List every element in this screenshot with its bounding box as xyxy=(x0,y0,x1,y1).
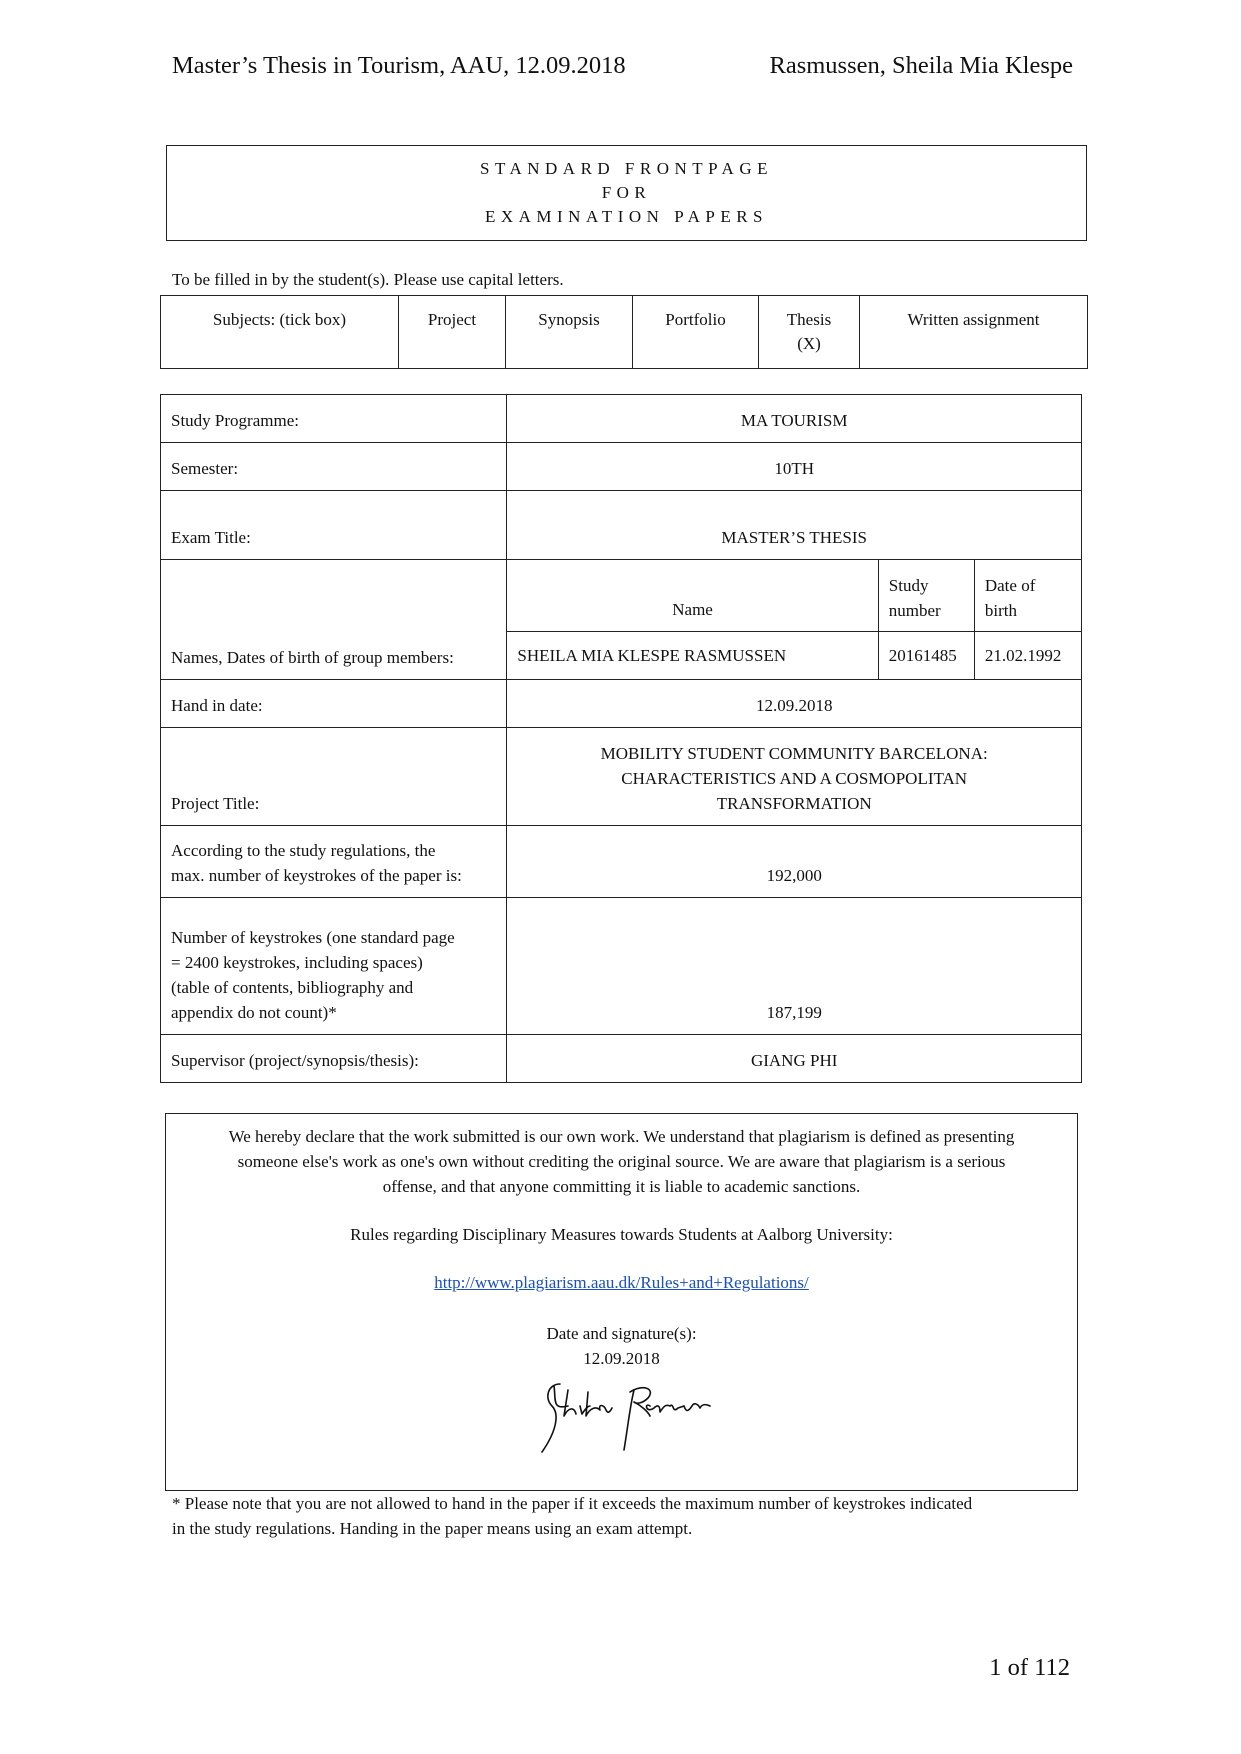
keystrokes-label-line-4: appendix do not count)* xyxy=(171,1003,337,1022)
keystrokes-label-line-3: (table of contents, bibliography and xyxy=(171,978,414,997)
hand-in-label: Hand in date: xyxy=(161,680,507,728)
header-right: Rasmussen, Sheila Mia Klespe xyxy=(769,52,1073,79)
keystrokes-label-line-1: Number of keystrokes (one standard page xyxy=(171,928,455,947)
col-dob-line-2: birth xyxy=(984,601,1017,620)
footnote-line-1: * Please note that you are not allowed to hand in the paper if it exceeds the maximum number of keystrokes indicated xyxy=(172,1494,973,1513)
col-dob-line-1: Date of xyxy=(984,576,1036,595)
member-name: SHEILA MIA KLESPE RASMUSSEN xyxy=(507,632,878,680)
subject-portfolio: Portfolio xyxy=(633,296,759,369)
project-title-value xyxy=(507,728,1082,826)
title-line-1: STANDARD FRONTPAGE xyxy=(479,159,773,178)
declaration-text xyxy=(184,1124,1059,1199)
supervisor-value: GIANG PHI xyxy=(507,1035,1082,1083)
info-table xyxy=(160,394,1082,1083)
footnote xyxy=(172,1491,1072,1541)
keystrokes-label-line-2: = 2400 keystrokes, including spaces) xyxy=(171,953,423,972)
signature-stroke-second xyxy=(624,1388,710,1450)
programme-label: Study Programme: xyxy=(161,395,507,443)
rules-text: Rules regarding Disciplinary Measures towards Students at Aalborg University: xyxy=(350,1225,893,1244)
programme-value: MA TOURISM xyxy=(507,395,1082,443)
max-keystrokes-value: 192,000 xyxy=(507,826,1082,898)
page-number: 1 of 112 xyxy=(989,1654,1070,1681)
max-keystrokes-label-line-1: According to the study regulations, the xyxy=(171,841,436,860)
keystrokes-label xyxy=(161,898,507,1035)
declaration-line-2: someone else's work as one's own without crediting the original source. We are aware that plagiarism is a serious xyxy=(237,1152,1006,1171)
members-label-text: Names, Dates of birth of group members: xyxy=(171,648,454,667)
project-title-label: Project Title: xyxy=(161,728,507,826)
hand-in-value: 12.09.2018 xyxy=(507,680,1082,728)
subjects-label: Subjects: (tick box) xyxy=(161,296,399,369)
exam-title-value: MASTER’S THESIS xyxy=(507,491,1082,560)
footnote-line-2: in the study regulations. Handing in the paper means using an exam attempt. xyxy=(172,1519,693,1538)
max-keystrokes-label xyxy=(161,826,507,898)
subject-thesis xyxy=(759,296,860,369)
col-name-header: Name xyxy=(507,560,878,632)
title-line-2: FOR xyxy=(601,183,652,202)
col-study-number-header xyxy=(878,560,974,632)
declaration-line-3: offense, and that anyone committing it is liable to academic sanctions. xyxy=(382,1177,861,1196)
keystrokes-value: 187,199 xyxy=(507,898,1082,1035)
declaration-line-1: We hereby declare that the work submitted is our own work. We understand that plagiarism is defined as presenting xyxy=(228,1127,1015,1146)
signature-stroke-first xyxy=(542,1384,612,1452)
member-study-number: 20161485 xyxy=(878,632,974,680)
subject-thesis-mark: (X) xyxy=(797,334,821,353)
title-box xyxy=(166,145,1087,241)
title-line-3: EXAMINATION PAPERS xyxy=(484,207,769,226)
col-study-number-line-1: Study xyxy=(888,576,929,595)
member-dob: 21.02.1992 xyxy=(974,632,1081,680)
project-title-line-3: TRANSFORMATION xyxy=(716,794,872,813)
subject-thesis-label: Thesis xyxy=(786,310,832,329)
supervisor-label: Supervisor (project/synopsis/thesis): xyxy=(161,1035,507,1083)
signature xyxy=(538,1376,718,1456)
header-left: Master’s Thesis in Tourism, AAU, 12.09.2018 xyxy=(172,52,626,79)
semester-label: Semester: xyxy=(161,443,507,491)
col-dob-header xyxy=(974,560,1081,632)
declaration-box xyxy=(165,1113,1078,1491)
regulations-link[interactable]: http://www.plagiarism.aau.dk/Rules+and+Regulations/ xyxy=(434,1273,809,1292)
date-signature-label: Date and signature(s): xyxy=(546,1324,697,1343)
subjects-table xyxy=(160,295,1088,369)
col-study-number-line-2: number xyxy=(888,601,941,620)
members-label xyxy=(161,560,507,680)
signature-date: 12.09.2018 xyxy=(583,1349,660,1368)
subject-project: Project xyxy=(399,296,506,369)
project-title-line-1: MOBILITY STUDENT COMMUNITY BARCELONA: xyxy=(600,744,988,763)
max-keystrokes-label-line-2: max. number of keystrokes of the paper is: xyxy=(171,866,462,885)
subject-written-assignment: Written assignment xyxy=(860,296,1088,369)
subject-synopsis: Synopsis xyxy=(506,296,633,369)
semester-value: 10TH xyxy=(507,443,1082,491)
project-title-line-2: CHARACTERISTICS AND A COSMOPOLITAN xyxy=(621,769,968,788)
exam-title-label: Exam Title: xyxy=(161,491,507,560)
instruction-text: To be filled in by the student(s). Please use capital letters. xyxy=(172,270,564,289)
